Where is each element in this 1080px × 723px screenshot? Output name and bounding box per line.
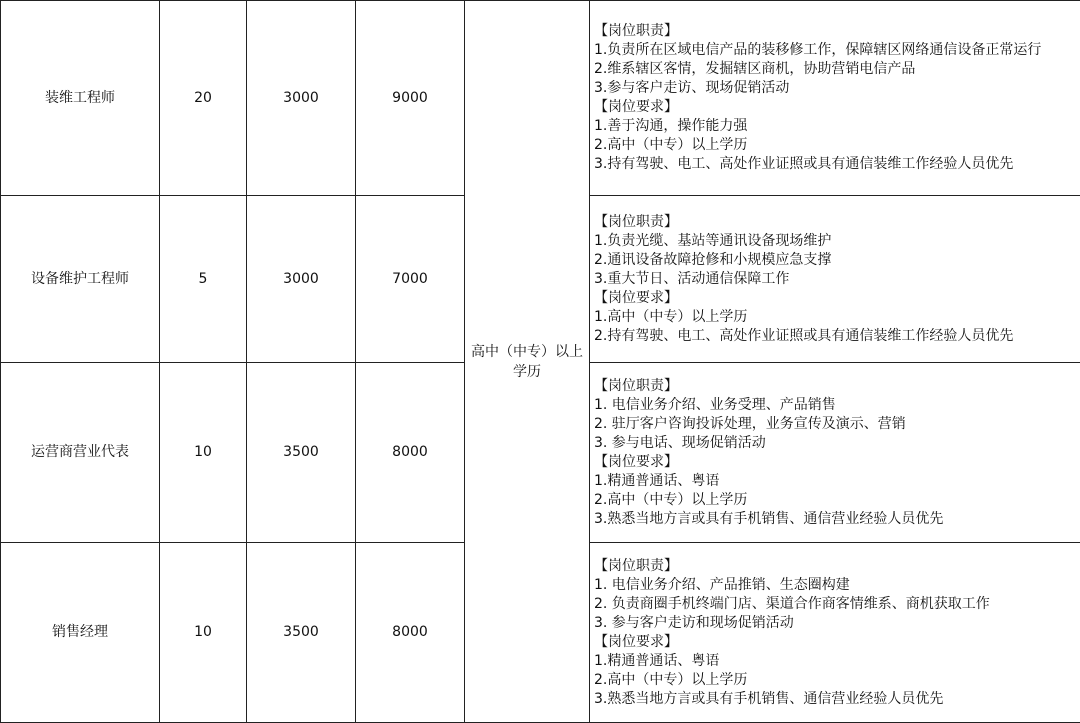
description-line: 【岗位要求】 [594,453,1076,472]
salary-min-cell: 3500 [247,363,356,543]
position-cell: 装维工程师 [1,1,160,196]
headcount-cell: 10 [160,363,247,543]
salary-min-cell: 3500 [247,543,356,723]
salary-min-cell: 3000 [247,196,356,363]
description-line: 2.维系辖区客情，发掘辖区商机，协助营销电信产品 [594,60,1076,79]
description-cell [590,1,1080,196]
description-line: 2.通讯设备故障抢修和小规模应急支撑 [594,251,1076,270]
description-line: 1.负责光缆、基站等通讯设备现场维护 [594,232,1076,251]
description-line: 1.高中（中专）以上学历 [594,308,1076,327]
description-line: 2.持有驾驶、电工、高处作业证照或具有通信装维工作经验人员优先 [594,327,1076,346]
headcount-cell: 20 [160,1,247,196]
salary-min-cell: 3000 [247,1,356,196]
description-line: 3. 参与客户走访和现场促销活动 [594,614,1076,633]
salary-max-cell: 9000 [356,1,465,196]
description-line: 【岗位职责】 [594,557,1076,576]
description-line: 【岗位要求】 [594,98,1076,117]
description-line: 1.精通普通话、粤语 [594,472,1076,491]
description-line: 3.参与客户走访、现场促销活动 [594,79,1076,98]
position-cell: 销售经理 [1,543,160,723]
description-line: 【岗位职责】 [594,377,1076,396]
description-line: 【岗位职责】 [594,213,1076,232]
description-line: 1. 电信业务介绍、业务受理、产品销售 [594,396,1076,415]
description-line: 2. 驻厅客户咨询投诉处理，业务宣传及演示、营销 [594,415,1076,434]
education-cell: 高中（中专）以上学历 [465,1,590,723]
description-line: 【岗位职责】 [594,22,1076,41]
salary-max-cell: 8000 [356,363,465,543]
description-cell [590,196,1080,363]
description-line: 3. 参与电话、现场促销活动 [594,434,1076,453]
description-line: 3.持有驾驶、电工、高处作业证照或具有通信装维工作经验人员优先 [594,155,1076,174]
description-line: 【岗位要求】 [594,289,1076,308]
salary-max-cell: 8000 [356,543,465,723]
description-line: 【岗位要求】 [594,633,1076,652]
description-line: 2.高中（中专）以上学历 [594,671,1076,690]
description-cell [590,363,1080,543]
description-line: 2.高中（中专）以上学历 [594,136,1076,155]
headcount-cell: 10 [160,543,247,723]
description-line: 1.精通普通话、粤语 [594,652,1076,671]
description-line: 1.善于沟通，操作能力强 [594,117,1076,136]
salary-max-cell: 7000 [356,196,465,363]
description-line: 1.负责所在区域电信产品的装移修工作，保障辖区网络通信设备正常运行 [594,41,1076,60]
table-row [1,1,1080,196]
description-line: 3.熟悉当地方言或具有手机销售、通信营业经验人员优先 [594,690,1076,709]
position-cell: 设备维护工程师 [1,196,160,363]
description-line: 1. 电信业务介绍、产品推销、生态圈构建 [594,576,1076,595]
description-line: 2.高中（中专）以上学历 [594,491,1076,510]
description-line: 3.熟悉当地方言或具有手机销售、通信营业经验人员优先 [594,510,1076,529]
description-line: 3.重大节日、活动通信保障工作 [594,270,1076,289]
position-cell: 运营商营业代表 [1,363,160,543]
headcount-cell: 5 [160,196,247,363]
description-line: 2. 负责商圈手机终端门店、渠道合作商客情维系、商机获取工作 [594,595,1076,614]
description-cell [590,543,1080,723]
